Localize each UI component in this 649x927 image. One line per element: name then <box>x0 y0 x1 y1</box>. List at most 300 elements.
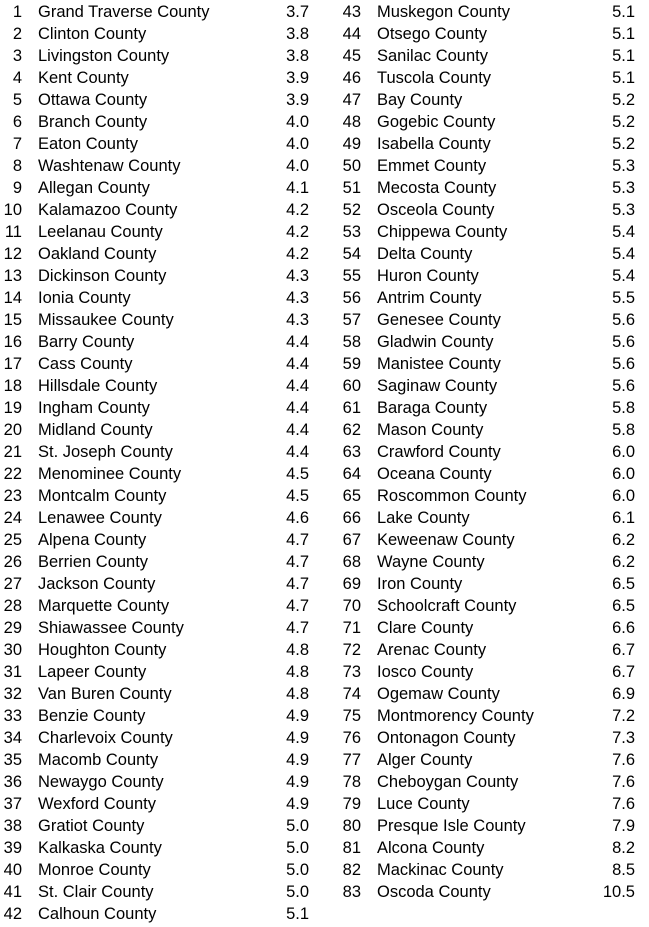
county-name: Washtenaw County <box>38 157 181 175</box>
table-row <box>0 287 318 309</box>
county-name: St. Clair County <box>38 883 154 901</box>
rank-number: 49 <box>342 135 361 153</box>
table-row <box>0 89 318 111</box>
county-name: Leelanau County <box>38 223 163 241</box>
table-row <box>0 507 318 529</box>
county-name: Kalkaska County <box>38 839 162 857</box>
county-value: 5.6 <box>612 311 635 329</box>
county-value: 7.2 <box>612 707 635 725</box>
table-row <box>336 485 636 507</box>
rank-number: 34 <box>3 729 22 747</box>
rank-number: 73 <box>342 663 361 681</box>
county-value: 5.8 <box>612 421 635 439</box>
county-name: Lapeer County <box>38 663 147 681</box>
rank-number: 7 <box>12 135 22 153</box>
rank-number: 6 <box>12 113 22 131</box>
table-row <box>336 331 636 353</box>
table-row <box>0 573 318 595</box>
county-name: St. Joseph County <box>38 443 173 461</box>
county-value: 3.8 <box>286 25 309 43</box>
rank-number: 26 <box>3 553 22 571</box>
county-name: Mecosta County <box>377 179 497 197</box>
county-name: Tuscola County <box>377 69 492 87</box>
rank-number: 75 <box>342 707 361 725</box>
rank-number: 10 <box>3 201 22 219</box>
rank-number: 58 <box>342 333 361 351</box>
county-name: Iosco County <box>377 663 474 681</box>
county-name: Ingham County <box>38 399 150 417</box>
county-name: Manistee County <box>377 355 501 373</box>
county-name: Arenac County <box>377 641 487 659</box>
rank-number: 32 <box>3 685 22 703</box>
county-value: 5.6 <box>612 333 635 351</box>
county-value: 3.7 <box>286 3 309 21</box>
county-value: 4.8 <box>286 641 309 659</box>
county-value: 4.2 <box>286 201 309 219</box>
county-name: Montmorency County <box>377 707 534 725</box>
county-value: 4.9 <box>286 773 309 791</box>
county-name: Monroe County <box>38 861 151 879</box>
county-value: 6.6 <box>612 619 635 637</box>
table-row <box>336 89 636 111</box>
county-value: 4.3 <box>286 267 309 285</box>
county-name: Montcalm County <box>38 487 167 505</box>
table-row <box>336 441 636 463</box>
county-value: 5.1 <box>612 3 635 21</box>
rank-number: 8 <box>12 157 22 175</box>
county-name: Alpena County <box>38 531 147 549</box>
county-name: Presque Isle County <box>377 817 526 835</box>
county-name: Barry County <box>38 333 135 351</box>
rank-number: 82 <box>342 861 361 879</box>
county-name: Newaygo County <box>38 773 164 791</box>
rank-number: 24 <box>3 509 22 527</box>
county-name: Berrien County <box>38 553 149 571</box>
county-name: Lenawee County <box>38 509 162 527</box>
county-name: Alcona County <box>377 839 485 857</box>
rank-number: 72 <box>342 641 361 659</box>
county-value: 5.0 <box>286 861 309 879</box>
rank-number: 66 <box>342 509 361 527</box>
rank-number: 57 <box>342 311 361 329</box>
rank-number: 67 <box>342 531 361 549</box>
table-row <box>336 23 636 45</box>
table-row <box>336 749 636 771</box>
table-row <box>336 397 636 419</box>
county-value: 6.0 <box>612 487 635 505</box>
table-row <box>0 815 318 837</box>
rank-number: 50 <box>342 157 361 175</box>
rank-number: 43 <box>342 3 361 21</box>
table-row <box>336 595 636 617</box>
rank-number: 76 <box>342 729 361 747</box>
county-name: Shiawassee County <box>38 619 184 637</box>
table-row <box>0 1 318 23</box>
rank-number: 11 <box>4 223 22 241</box>
table-row <box>336 815 636 837</box>
table-row <box>336 837 636 859</box>
county-name: Bay County <box>377 91 463 109</box>
rank-number: 38 <box>3 817 22 835</box>
rank-number: 13 <box>3 267 22 285</box>
county-value: 4.7 <box>286 597 309 615</box>
table-row <box>0 771 318 793</box>
table-row <box>0 221 318 243</box>
table-row <box>0 903 318 925</box>
table-row <box>336 67 636 89</box>
county-value: 7.6 <box>612 795 635 813</box>
county-name: Antrim County <box>377 289 482 307</box>
county-value: 5.2 <box>612 135 635 153</box>
county-value: 4.7 <box>286 575 309 593</box>
county-name: Saginaw County <box>377 377 498 395</box>
county-name: Ionia County <box>38 289 131 307</box>
table-row <box>0 23 318 45</box>
rank-number: 59 <box>342 355 361 373</box>
county-name: Roscommon County <box>377 487 527 505</box>
table-row <box>0 243 318 265</box>
county-value: 4.2 <box>286 223 309 241</box>
county-value: 4.4 <box>286 377 309 395</box>
rank-number: 42 <box>3 905 22 923</box>
county-value: 6.2 <box>612 553 635 571</box>
county-name: Otsego County <box>377 25 488 43</box>
county-name: Dickinson County <box>38 267 167 285</box>
county-name: Hillsdale County <box>38 377 158 395</box>
rank-number: 14 <box>3 289 22 307</box>
county-name: Charlevoix County <box>38 729 173 747</box>
county-value: 4.8 <box>286 663 309 681</box>
county-name: Calhoun County <box>38 905 157 923</box>
county-name: Chippewa County <box>377 223 508 241</box>
county-value: 4.2 <box>286 245 309 263</box>
table-row <box>336 199 636 221</box>
county-name: Midland County <box>38 421 153 439</box>
table-row <box>336 111 636 133</box>
rank-number: 15 <box>3 311 22 329</box>
county-value: 4.0 <box>286 135 309 153</box>
county-name: Gladwin County <box>377 333 494 351</box>
table-row <box>336 507 636 529</box>
rank-number: 23 <box>3 487 22 505</box>
rank-number: 69 <box>342 575 361 593</box>
county-name: Keweenaw County <box>377 531 515 549</box>
county-value: 5.4 <box>612 267 635 285</box>
table-row <box>336 177 636 199</box>
county-name: Huron County <box>377 267 479 285</box>
county-value: 5.2 <box>612 113 635 131</box>
table-row <box>336 155 636 177</box>
county-name: Allegan County <box>38 179 150 197</box>
rank-number: 83 <box>342 883 361 901</box>
county-value: 6.2 <box>612 531 635 549</box>
rank-number: 31 <box>3 663 22 681</box>
county-value: 7.6 <box>612 773 635 791</box>
county-value: 6.0 <box>612 443 635 461</box>
county-value: 5.3 <box>612 157 635 175</box>
table-row <box>0 111 318 133</box>
rank-number: 45 <box>342 47 361 65</box>
county-name: Eaton County <box>38 135 138 153</box>
county-value: 6.9 <box>612 685 635 703</box>
table-row <box>0 727 318 749</box>
county-name: Emmet County <box>377 157 487 175</box>
rank-number: 63 <box>342 443 361 461</box>
county-name: Cass County <box>38 355 133 373</box>
table-row <box>0 463 318 485</box>
table-row <box>0 375 318 397</box>
table-row <box>336 771 636 793</box>
county-name: Baraga County <box>377 399 488 417</box>
rank-number: 56 <box>342 289 361 307</box>
table-row <box>336 1 636 23</box>
rank-number: 48 <box>342 113 361 131</box>
county-value: 5.1 <box>612 47 635 65</box>
ranking-column-left <box>0 1 318 925</box>
county-name: Clinton County <box>38 25 147 43</box>
county-value: 4.8 <box>286 685 309 703</box>
county-name: Osceola County <box>377 201 495 219</box>
rank-number: 79 <box>342 795 361 813</box>
table-row <box>336 133 636 155</box>
rank-number: 25 <box>3 531 22 549</box>
table-row <box>0 331 318 353</box>
rank-number: 5 <box>12 91 22 109</box>
rank-number: 46 <box>342 69 361 87</box>
county-value: 3.9 <box>286 91 309 109</box>
county-value: 4.5 <box>286 465 309 483</box>
rank-number: 20 <box>3 421 22 439</box>
county-value: 4.0 <box>286 113 309 131</box>
county-value: 5.1 <box>612 25 635 43</box>
table-row <box>0 705 318 727</box>
county-name: Clare County <box>377 619 474 637</box>
table-row <box>336 617 636 639</box>
county-name: Menominee County <box>38 465 182 483</box>
table-row <box>0 639 318 661</box>
table-row <box>336 529 636 551</box>
rank-number: 70 <box>342 597 361 615</box>
table-row <box>336 859 636 881</box>
rank-number: 17 <box>3 355 22 373</box>
county-value: 5.6 <box>612 377 635 395</box>
rank-number: 29 <box>3 619 22 637</box>
county-name: Crawford County <box>377 443 501 461</box>
county-value: 5.0 <box>286 839 309 857</box>
county-name: Muskegon County <box>377 3 510 21</box>
rank-number: 19 <box>3 399 22 417</box>
county-name: Marquette County <box>38 597 170 615</box>
county-value: 5.5 <box>612 289 635 307</box>
rank-number: 60 <box>342 377 361 395</box>
table-row <box>0 397 318 419</box>
county-name: Missaukee County <box>38 311 174 329</box>
county-name: Grand Traverse County <box>38 3 210 21</box>
county-name: Isabella County <box>377 135 491 153</box>
table-row <box>0 441 318 463</box>
county-value: 6.0 <box>612 465 635 483</box>
table-row <box>0 529 318 551</box>
county-value: 5.0 <box>286 883 309 901</box>
county-value: 6.1 <box>612 509 635 527</box>
table-row <box>336 661 636 683</box>
table-row <box>0 419 318 441</box>
table-row <box>0 859 318 881</box>
table-row <box>0 199 318 221</box>
county-name: Alger County <box>377 751 473 769</box>
county-name: Delta County <box>377 245 473 263</box>
rank-number: 27 <box>3 575 22 593</box>
rank-number: 65 <box>342 487 361 505</box>
county-name: Livingston County <box>38 47 170 65</box>
county-name: Lake County <box>377 509 470 527</box>
county-value: 3.9 <box>286 69 309 87</box>
county-value: 4.4 <box>286 355 309 373</box>
rank-number: 61 <box>342 399 361 417</box>
rank-number: 16 <box>3 333 22 351</box>
county-name: Gratiot County <box>38 817 145 835</box>
county-value: 5.1 <box>612 69 635 87</box>
table-row <box>0 265 318 287</box>
table-row <box>0 551 318 573</box>
rank-number: 64 <box>342 465 361 483</box>
county-value: 4.4 <box>286 399 309 417</box>
county-name: Wexford County <box>38 795 156 813</box>
county-value: 6.5 <box>612 597 635 615</box>
county-value: 7.9 <box>612 817 635 835</box>
table-row <box>0 67 318 89</box>
table-row <box>0 617 318 639</box>
county-name: Branch County <box>38 113 148 131</box>
rank-number: 51 <box>342 179 361 197</box>
rank-number: 3 <box>12 47 22 65</box>
county-name: Oscoda County <box>377 883 491 901</box>
rank-number: 12 <box>3 245 22 263</box>
table-row <box>336 375 636 397</box>
county-value: 5.4 <box>612 245 635 263</box>
county-value: 6.7 <box>612 641 635 659</box>
rank-number: 55 <box>342 267 361 285</box>
county-name: Genesee County <box>377 311 501 329</box>
rank-number: 74 <box>342 685 361 703</box>
table-row <box>0 45 318 67</box>
county-value: 5.6 <box>612 355 635 373</box>
table-row <box>336 243 636 265</box>
county-value: 10.5 <box>602 883 635 901</box>
table-row <box>0 309 318 331</box>
table-row <box>0 793 318 815</box>
county-value: 4.4 <box>286 443 309 461</box>
rank-number: 78 <box>342 773 361 791</box>
county-name: Mackinac County <box>377 861 504 879</box>
rank-number: 4 <box>12 69 22 87</box>
county-value: 4.0 <box>286 157 309 175</box>
county-name: Schoolcraft County <box>377 597 517 615</box>
county-value: 8.2 <box>612 839 635 857</box>
county-value: 4.1 <box>286 179 309 197</box>
rank-number: 39 <box>3 839 22 857</box>
county-name: Ontonagon County <box>377 729 516 747</box>
table-row <box>0 661 318 683</box>
table-row <box>336 265 636 287</box>
rank-number: 53 <box>342 223 361 241</box>
county-value: 5.3 <box>612 179 635 197</box>
county-value: 4.7 <box>286 619 309 637</box>
table-row <box>0 485 318 507</box>
county-name: Ogemaw County <box>377 685 500 703</box>
rank-number: 71 <box>342 619 361 637</box>
county-value: 5.0 <box>286 817 309 835</box>
county-value: 8.5 <box>612 861 635 879</box>
county-value: 5.3 <box>612 201 635 219</box>
table-row <box>0 683 318 705</box>
table-row <box>0 353 318 375</box>
rank-number: 1 <box>12 3 22 21</box>
rank-number: 81 <box>342 839 361 857</box>
county-name: Mason County <box>377 421 484 439</box>
county-name: Ottawa County <box>38 91 148 109</box>
county-value: 4.9 <box>286 729 309 747</box>
table-row <box>336 551 636 573</box>
county-name: Kent County <box>38 69 129 87</box>
county-value: 4.9 <box>286 707 309 725</box>
table-row <box>336 463 636 485</box>
rank-number: 54 <box>342 245 361 263</box>
table-row <box>0 749 318 771</box>
rank-number: 28 <box>3 597 22 615</box>
county-value: 5.1 <box>286 905 309 923</box>
county-name: Macomb County <box>38 751 159 769</box>
rank-number: 35 <box>3 751 22 769</box>
county-value: 4.6 <box>286 509 309 527</box>
county-name: Luce County <box>377 795 470 813</box>
table-row <box>336 683 636 705</box>
rank-number: 2 <box>12 25 22 43</box>
county-name: Wayne County <box>377 553 485 571</box>
rank-number: 30 <box>3 641 22 659</box>
rank-number: 47 <box>342 91 361 109</box>
rank-number: 77 <box>342 751 361 769</box>
table-row <box>336 727 636 749</box>
table-row <box>336 881 636 903</box>
county-name: Benzie County <box>38 707 146 725</box>
table-row <box>336 45 636 67</box>
table-row <box>336 419 636 441</box>
table-row <box>336 573 636 595</box>
table-row <box>0 595 318 617</box>
county-name: Cheboygan County <box>377 773 519 791</box>
ranking-column-right <box>336 1 636 903</box>
table-row <box>336 639 636 661</box>
rank-number: 52 <box>342 201 361 219</box>
table-row <box>336 287 636 309</box>
rank-number: 44 <box>342 25 361 43</box>
county-value: 4.4 <box>286 333 309 351</box>
county-name: Kalamazoo County <box>38 201 178 219</box>
rank-number: 62 <box>342 421 361 439</box>
rank-number: 9 <box>12 179 22 197</box>
county-value: 4.7 <box>286 531 309 549</box>
rank-number: 33 <box>3 707 22 725</box>
county-value: 7.6 <box>612 751 635 769</box>
rank-number: 18 <box>3 377 22 395</box>
rank-number: 36 <box>3 773 22 791</box>
county-value: 4.3 <box>286 289 309 307</box>
table-row <box>0 881 318 903</box>
table-row <box>336 793 636 815</box>
table-row <box>0 133 318 155</box>
county-name: Gogebic County <box>377 113 496 131</box>
